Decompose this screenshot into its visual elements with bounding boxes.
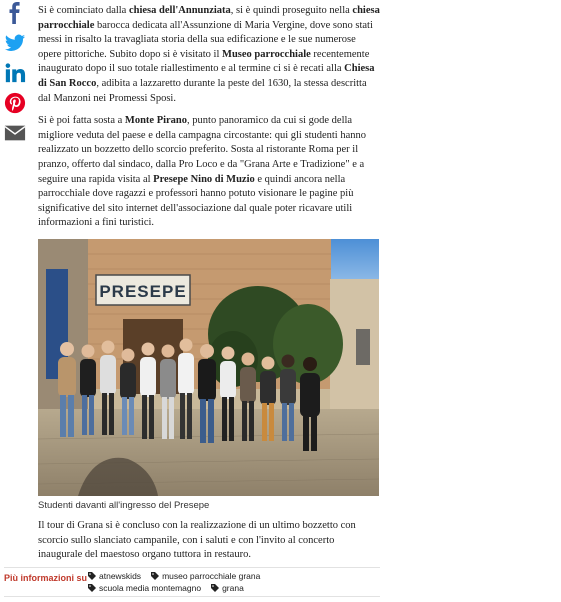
tag-icon [151, 572, 159, 580]
photo-caption: Studenti davanti all'ingresso del Presepe [38, 499, 210, 511]
twitter-icon[interactable] [4, 32, 26, 54]
bold-text: Chiesa di San Rocco [38, 63, 375, 89]
bold-text: Presepe Nino di Muzio [153, 173, 255, 185]
article-paragraph-3 [38, 519, 380, 563]
linkedin-icon[interactable] [4, 62, 26, 84]
tag-item[interactable] [88, 571, 141, 581]
text-run: recentemente inaugurato dopo il suo totale riallestimento e al termine ci si è recati alla [38, 48, 370, 75]
tag-item[interactable] [88, 583, 201, 593]
tag-label: scuola media montemagno [99, 583, 202, 593]
text-run: , adibita a lazzaretto durante la peste del 1630, la stessa descritta dal Manzoni nei Promessi Sposi. [38, 77, 367, 104]
text-run: Il tour di Grana si è concluso con la realizzazione di un ultimo bozzetto con scorcio sullo slanciato campanile, con i saluti e con l'invito al concerto inaugurale del maestoso organo tuttora in restauro. [38, 519, 356, 561]
pinterest-icon[interactable] [4, 92, 26, 114]
tag-label: grana [222, 583, 244, 593]
tags-label: Più informazioni su [4, 573, 88, 583]
bold-text: chiesa dell'Annunziata [128, 5, 231, 16]
tags-bar [4, 567, 380, 597]
bold-text: chiesa parrocchiale [38, 5, 380, 31]
tag-label: atnewskids [99, 571, 142, 581]
text-run: , punto panoramico da cui si gode della migliore veduta del paese e della campagna circostante: qui gli studenti hanno realizzato un bozzetto dello scorcio preferito. Sosta al ristorante Roma per il pranzo, offerto dal sindaco, dalla Pro Loco e da "Grana Arte e Tradizione" e a seguire una rapida visita al [38, 115, 367, 185]
article-photo [38, 239, 379, 496]
tag-item[interactable] [151, 571, 260, 581]
bold-text: Monte Pirano [124, 115, 188, 127]
tag-label: museo parrocchiale grana [162, 571, 261, 581]
text-run: Si è cominciato dalla [38, 5, 129, 16]
email-icon[interactable] [4, 122, 26, 144]
facebook-icon[interactable] [4, 2, 26, 24]
tag-icon [88, 584, 96, 592]
article-body [38, 4, 380, 571]
article-paragraph-1 [38, 4, 380, 106]
tag-icon [211, 584, 219, 592]
text-run: e quindi ancora nella parrocchiale dove ragazzi e professori hanno potuto visionare le pagine più significative del sito internet dell'associazione dal quale poter ricavare utili informazioni a fini turistici. [38, 173, 354, 229]
article-paragraph-2 [38, 114, 380, 231]
bold-text: Museo parrocchiale [222, 48, 311, 60]
share-bar [4, 2, 28, 152]
text-run: barocca dedicata all'Assunzione di Maria Vergine, dove sono stati messi in risalto la travagliata storia della sua edificazione e le sue numerose opere pittoriche. Subito dopo si è visitato il [38, 19, 373, 60]
photo-sign-text: PRESEPE [99, 281, 187, 301]
text-run: Si è poi fatta sosta a [38, 115, 125, 127]
tag-item[interactable] [211, 583, 244, 593]
text-run: , si è quindi proseguito nella [230, 5, 353, 16]
tags-list [88, 571, 380, 593]
tag-icon [88, 572, 96, 580]
